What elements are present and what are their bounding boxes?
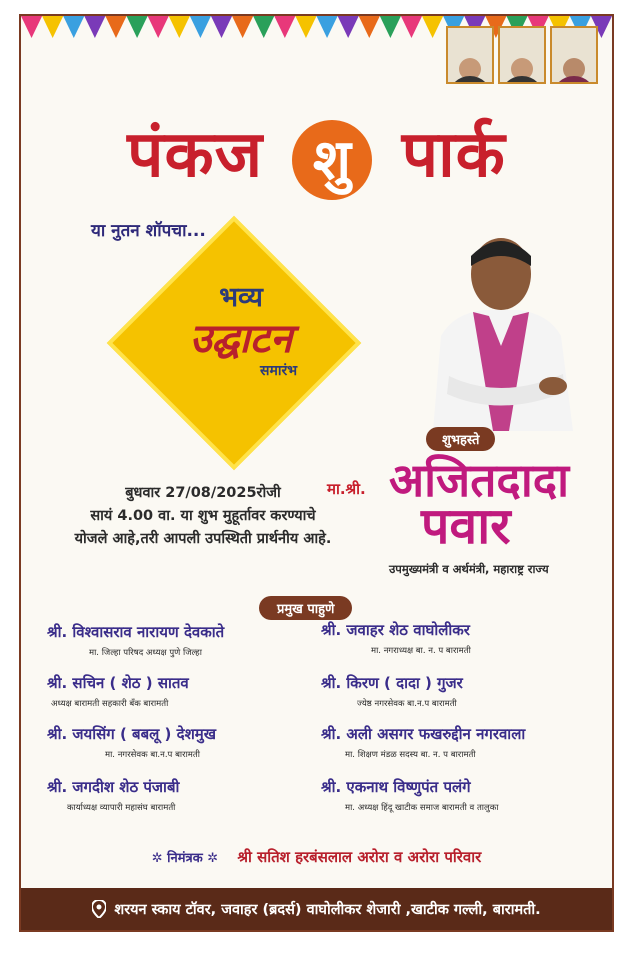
honor-label: शुभहस्ते — [426, 427, 495, 451]
guest-entry — [321, 724, 525, 760]
chief-guest-first-name: अजितदादा — [389, 453, 570, 507]
shop-title-left: पंकज — [127, 117, 264, 192]
chief-guest-photo — [413, 226, 583, 431]
shop-title-right: पार्क — [401, 117, 506, 192]
leader-photo — [498, 26, 546, 84]
event-line: बुधवार 27/08/2025रोजी — [125, 485, 281, 501]
guest-name: श्री. किरण ( दादा ) गुजर — [321, 674, 463, 692]
guest-entry — [47, 777, 179, 813]
guest-name: श्री. विश्वासराव नारायण देवकाते — [47, 623, 225, 641]
guest-entry — [47, 673, 189, 709]
address-text: शरयन स्काय टॉवर, जवाहर (ब्रदर्स) वाघोलीकर शेजारी ,खाटीक गल्ली, बारामती. — [114, 902, 541, 918]
guest-entry — [47, 724, 216, 760]
guest-role: मा. अध्यक्ष हिंदू खाटीक समाज बारामती व तालुका — [345, 803, 499, 813]
inviter-label: ✲ निमंत्रक ✲ — [151, 851, 219, 866]
leader-photo — [550, 26, 598, 84]
guest-name: श्री. जगदीश शेठ पंजाबी — [47, 778, 180, 796]
guest-role: मा. शिक्षण मंडळ सदस्य बा. न. प बारामती — [345, 750, 476, 760]
chief-guest-designation: उपमुख्यमंत्री व अर्थमंत्री, महाराष्ट्र राज्य — [389, 562, 549, 576]
inviter-name: श्री सतिश हरबंसलाल अरोरा व अरोरा परिवार — [237, 848, 482, 866]
guest-entry — [321, 777, 498, 813]
address-bar — [21, 888, 612, 930]
guest-name: श्री. जयसिंग ( बबलू ) देशमुख — [47, 725, 217, 743]
honor-prefix: मा.श्री. — [327, 480, 366, 498]
guests-label: प्रमुख पाहुणे — [259, 596, 352, 620]
guest-role: मा. नगराध्यक्ष बा. न. प बारामती — [371, 646, 471, 656]
tagline: या नुतन शॉपचा... — [91, 221, 206, 241]
leader-photos — [446, 26, 598, 84]
shop-title-mid: शु — [292, 120, 372, 200]
ceremony-line2: उद्घाटन — [189, 315, 293, 362]
guest-name: श्री. जवाहर शेठ वाघोलीकर — [321, 621, 470, 639]
chief-guest-last-name: पवार — [421, 496, 511, 555]
ceremony-line1: भव्य — [219, 282, 263, 313]
guest-name: श्री. एकनाथ विष्णुपंत पलंगे — [321, 778, 471, 796]
ceremony-diamond — [114, 223, 368, 477]
guest-role: कार्याध्यक्ष व्यापारी महासंघ बारामती — [67, 803, 176, 813]
shop-title — [21, 108, 612, 200]
poster — [19, 14, 614, 932]
guest-role: मा. नगरसेवक बा.न.प बारामती — [105, 750, 200, 760]
event-line: योजले आहे,तरी आपली उपस्थिती प्रार्थनीय आहे. — [74, 531, 332, 547]
guest-entry — [47, 622, 224, 658]
event-details — [43, 482, 363, 551]
guest-entry — [321, 673, 463, 709]
guest-role: ज्येष्ठ नगरसेवक बा.न.प बारामती — [357, 699, 457, 709]
guest-name: श्री. सचिन ( शेठ ) सातव — [47, 674, 189, 692]
guest-role: मा. जिल्हा परिषद अध्यक्ष पुणे जिल्हा — [89, 648, 202, 658]
guest-name: श्री. अली असगर फखरुद्दीन नगरवाला — [321, 725, 526, 743]
inviter — [21, 847, 612, 867]
ceremony-line3: समारंभ — [260, 363, 298, 379]
guest-role: अध्यक्ष बारामती सहकारी बँक बारामती — [51, 699, 169, 709]
event-line: सायं 4.00 वा. या शुभ मुहूर्तावर करण्याचे — [90, 508, 316, 524]
location-pin-icon — [92, 900, 106, 918]
leader-photo — [446, 26, 494, 84]
guest-entry — [321, 620, 471, 656]
